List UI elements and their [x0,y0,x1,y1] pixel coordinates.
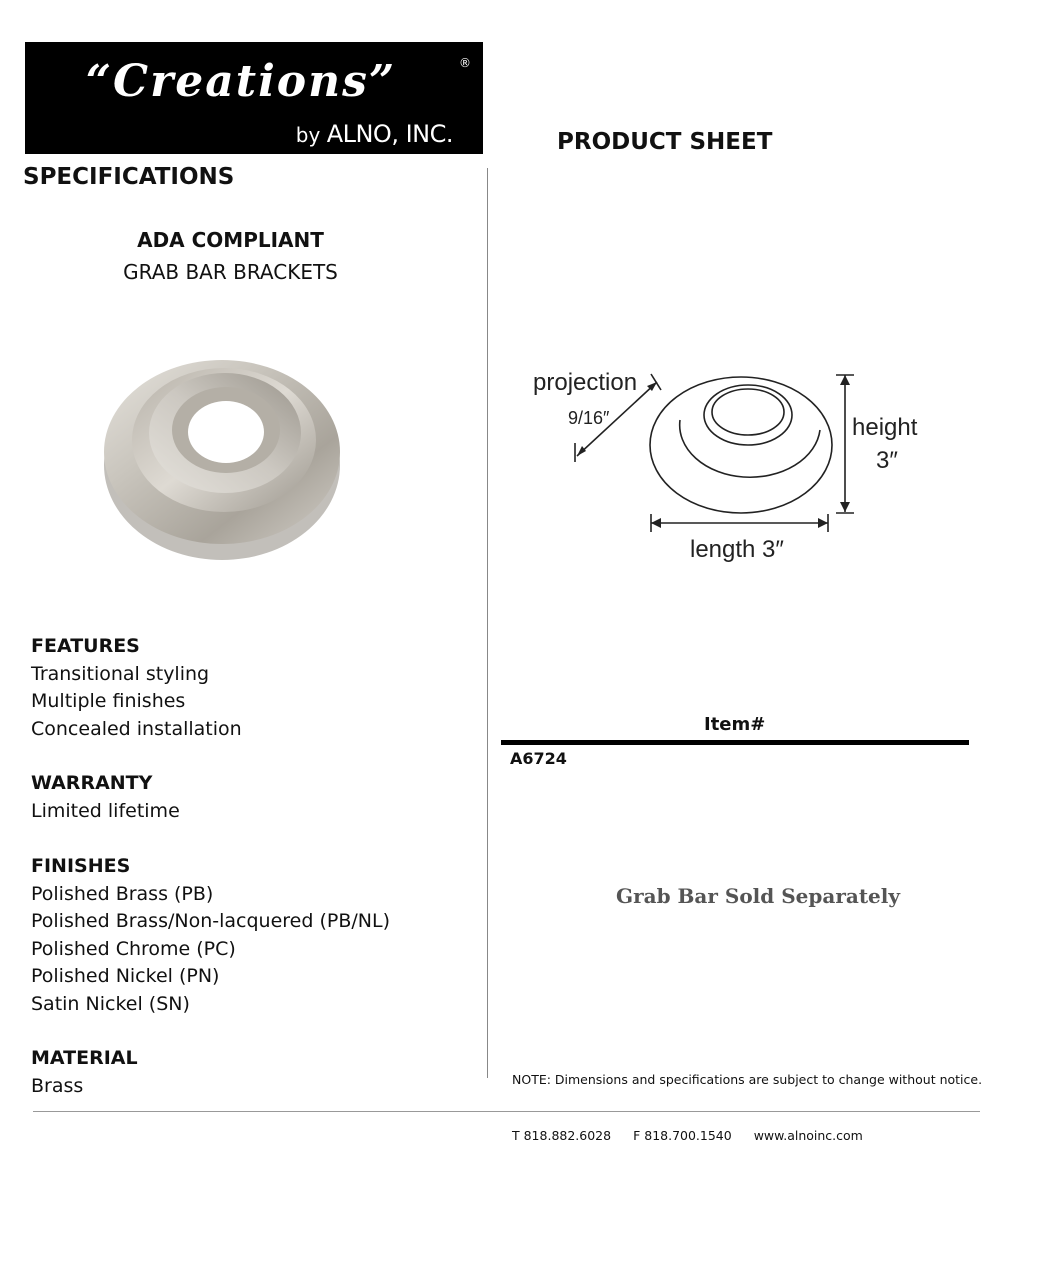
material-section [31,1045,138,1100]
material-item: Brass [31,1074,84,1097]
column-divider [487,168,488,1078]
dimension-diagram [520,360,940,570]
height-label: height [852,414,918,441]
item-number: A6724 [510,749,567,768]
item-column-header: Item# [704,714,766,735]
product-photo [90,330,355,565]
product-sheet-heading: PRODUCT SHEET [557,129,773,155]
product-subtitle-compliance: ADA COMPLIANT [137,228,324,252]
projection-value: 9/16″ [568,408,610,428]
fax-number: F 818.700.1540 [633,1128,732,1143]
logo-wordmark: “Creations” [85,56,397,107]
warranty-section [31,770,180,825]
finish-item: Polished Brass/Non-lacquered (PB/NL) [31,910,390,932]
registered-mark: ® [459,56,471,70]
warranty-item: Limited lifetime [31,799,180,822]
warranty-heading: WARRANTY [31,772,153,794]
features-heading: FEATURES [31,635,140,657]
projection-label: projection [533,369,638,396]
height-value: 3″ [876,447,898,474]
specifications-heading: SPECIFICATIONS [23,164,235,190]
finish-item: Satin Nickel (SN) [31,992,190,1015]
finishes-section [31,853,390,1018]
contact-info [512,1128,881,1143]
grab-bar-note: Grab Bar Sold Separately [616,884,901,908]
phone-number: T 818.882.6028 [512,1128,612,1143]
finish-item: Polished Brass (PB) [31,882,214,905]
logo-by: by [295,123,321,147]
logo-company: ALNO, INC. [326,120,453,148]
finishes-heading: FINISHES [31,855,131,877]
item-header-rule [501,740,969,745]
features-section [31,633,242,743]
product-subtitle-name: GRAB BAR BRACKETS [123,260,338,284]
website-link[interactable]: www.alnoinc.com [753,1128,863,1143]
brand-logo [25,42,483,154]
feature-item: Transitional styling [31,662,210,685]
logo-byline [296,120,453,148]
finish-item: Polished Chrome (PC) [31,937,236,960]
disclaimer-note: NOTE: Dimensions and specifications are subject to change without notice. [512,1072,983,1087]
feature-item: Concealed installation [31,717,242,740]
material-heading: MATERIAL [31,1047,138,1069]
footer-rule [33,1111,980,1112]
feature-item: Multiple finishes [31,690,186,712]
length-label: length 3″ [690,536,784,563]
finish-item: Polished Nickel (PN) [31,965,220,987]
